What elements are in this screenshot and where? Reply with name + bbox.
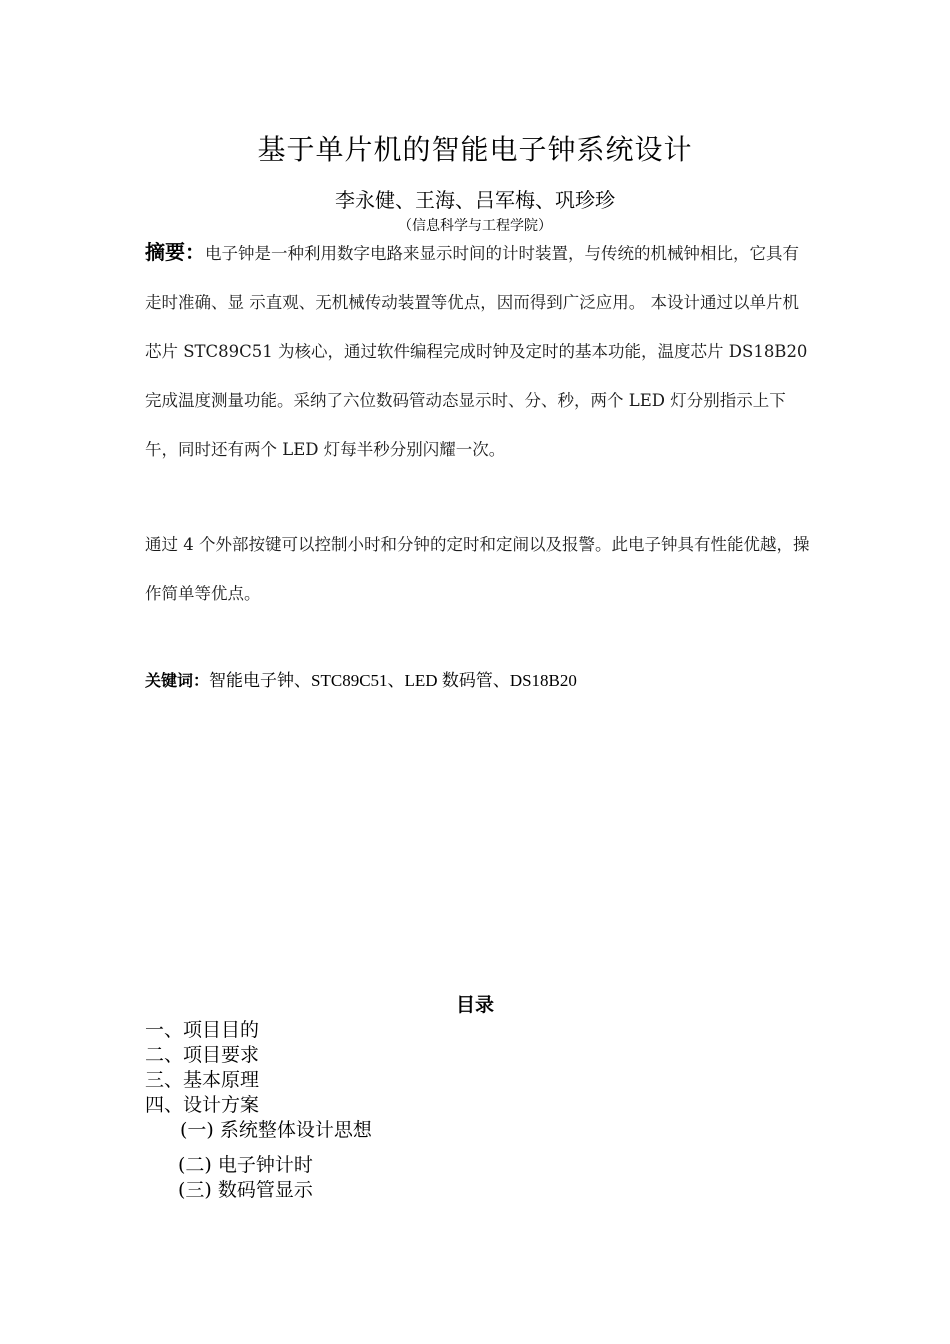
keywords-label: 关键词： xyxy=(145,671,210,690)
abstract-paragraph xyxy=(145,228,810,474)
toc-subitem: (二) 电子钟计时 xyxy=(178,1154,313,1176)
toc-item: 四、设计方案 xyxy=(145,1094,260,1116)
toc-subitem: (三) 数码管显示 xyxy=(178,1179,313,1201)
author-list: 李永健、王海、吕军梅、巩珍珍 xyxy=(335,188,615,212)
keywords-line xyxy=(145,667,845,695)
abstract-text: 电子钟是一种利用数字电路来显示时间的计时装置，与传统的机械钟相比，它具有走时准确、显 示直观、无机械传动装置等优点，因而得到广泛应用。 本设计通过以单片机芯片 STC89C51 为核心，通过软件编程完成时钟及定时的基本功能，温度芯片 DS18B20 完成温度测量功能。采纳了六位数码管动态显示时、分、秒，两个 LED 灯分别指示上下午，同时还有两个 LED 灯每半秒分别闪耀一次。 xyxy=(145,244,808,459)
toc-item: 一、项目目的 xyxy=(145,1019,260,1041)
keywords-value: 智能电子钟、STC89C51、LED 数码管、DS18B20 xyxy=(209,671,577,690)
author-affiliation: （信息科学与工程学院） xyxy=(398,218,552,234)
toc-item: 二、项目要求 xyxy=(145,1044,260,1066)
toc-subitem: (一) 系统整体设计思想 xyxy=(180,1119,372,1141)
toc-item: 三、基本原理 xyxy=(145,1069,260,1091)
abstract-paragraph-2: 通过 4 个外部按键可以控制小时和分钟的定时和定闹以及报警。此电子钟具有性能优越，操作简单等优点。 xyxy=(145,535,810,603)
document-title: 基于单片机的智能电子钟系统设计 xyxy=(257,133,693,166)
abstract-label: 摘要： xyxy=(145,240,205,264)
toc-title: 目录 xyxy=(455,994,494,1016)
